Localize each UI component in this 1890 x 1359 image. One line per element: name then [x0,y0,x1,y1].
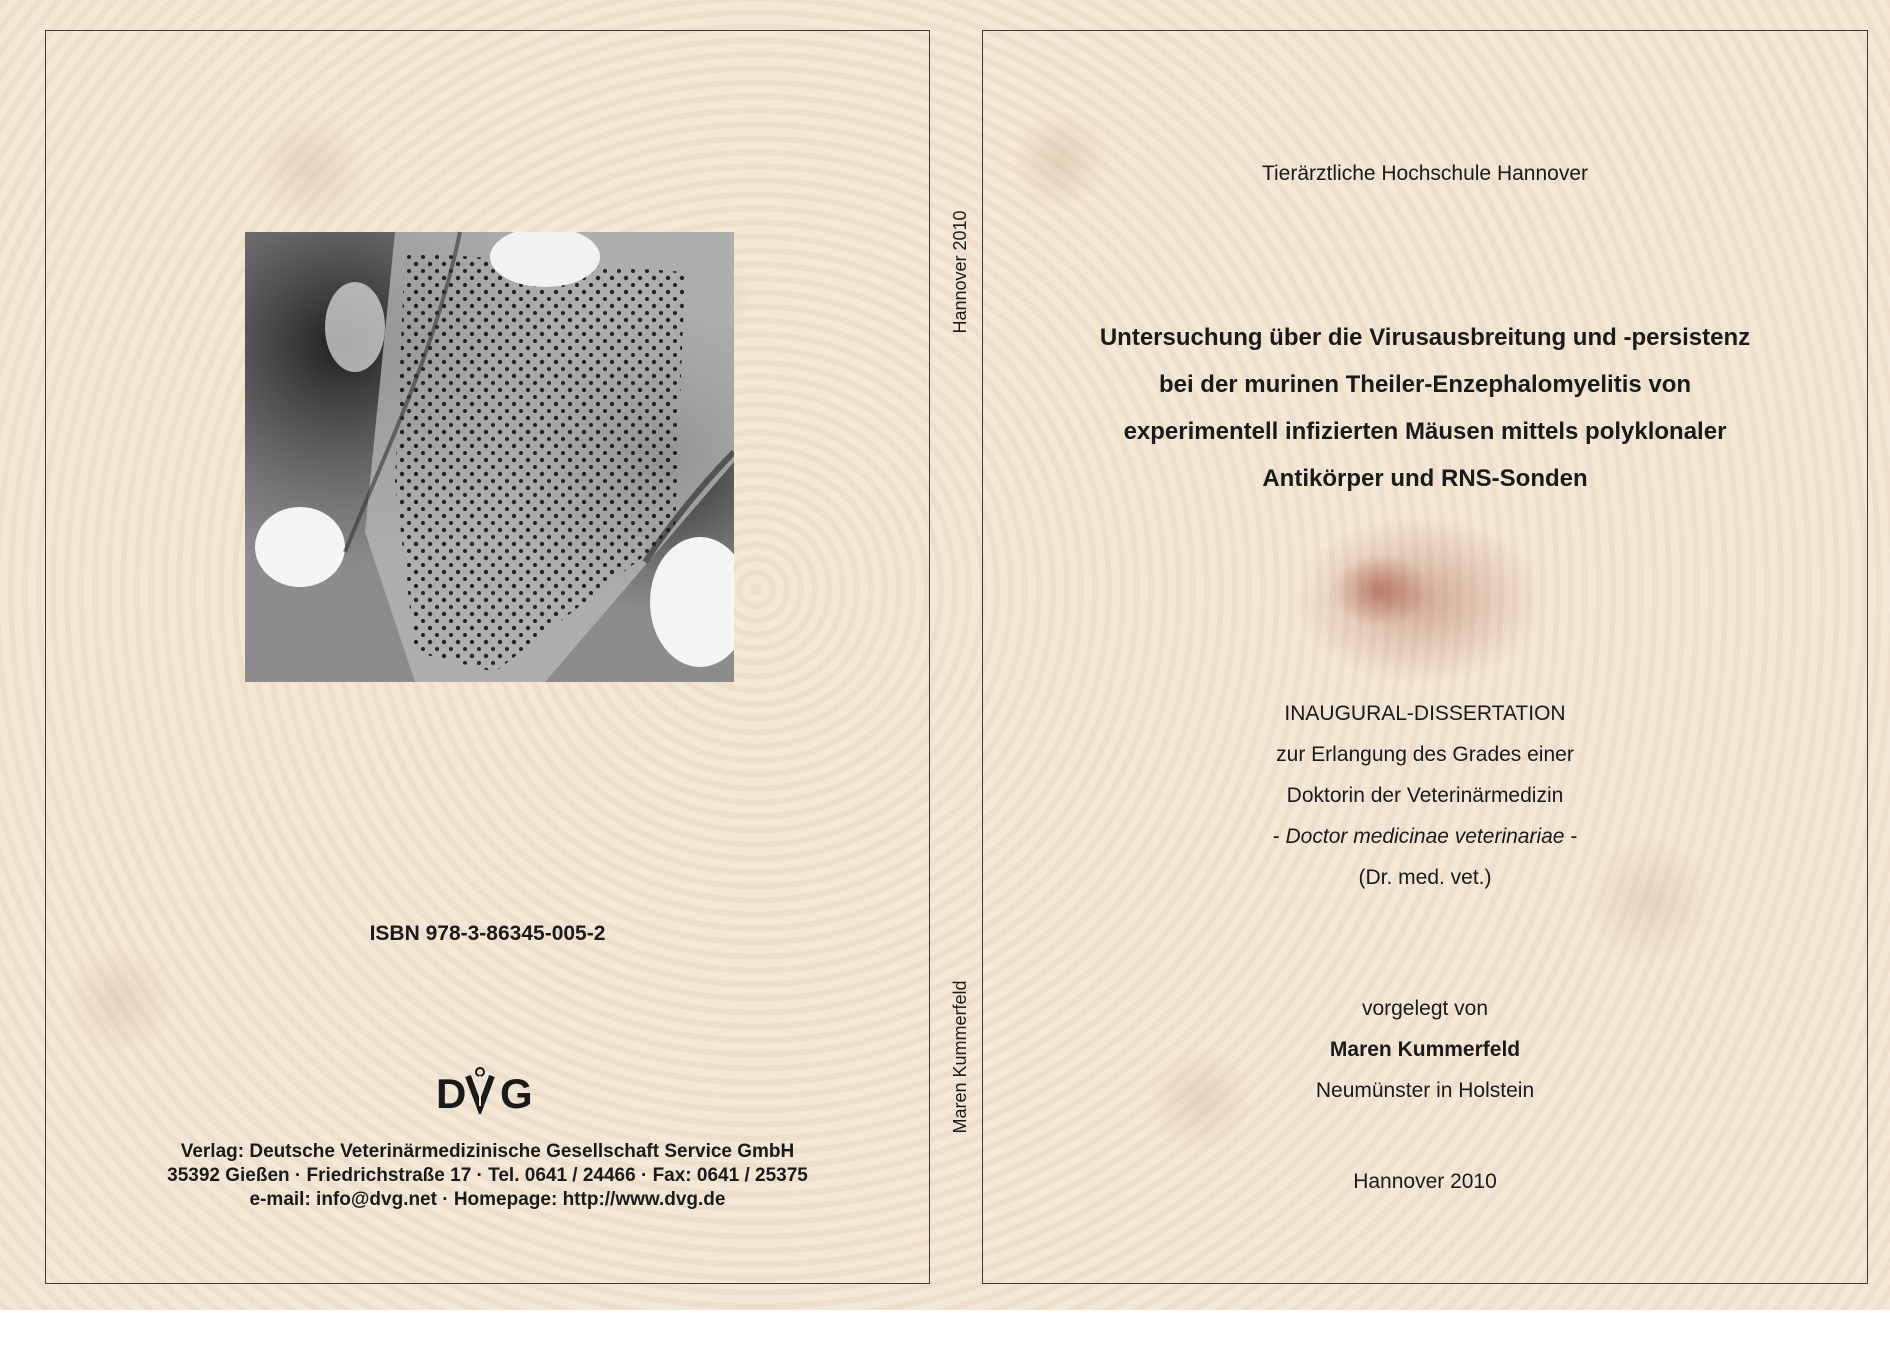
svg-text:D: D [436,1070,467,1114]
publisher-info [45,1140,930,1212]
spine-place-year: Hannover 2010 [950,210,970,334]
dash: - [1272,825,1286,848]
author-origin: Neumünster in Holstein [1315,1079,1535,1102]
dissertation-title [982,314,1868,502]
place-year: Hannover 2010 [1353,1170,1497,1193]
degree-abbreviation: (Dr. med. vet.) [1358,866,1492,889]
degree-statement [982,693,1868,898]
latin-degree-line [982,816,1868,857]
author-name: Maren Kummerfeld [1329,1038,1521,1061]
dissertation-type: INAUGURAL-DISSERTATION [1284,702,1566,725]
title-line: Untersuchung über die Virusausbreitung und -persistenz [1099,324,1751,351]
svg-text:G: G [500,1070,533,1114]
publisher-contact-line: e-mail: info@dvg.net · Homepage: http://www.dvg.de [249,1189,726,1210]
isbn-number: ISBN 978-3-86345-005-2 [369,922,606,945]
degree-line: Doktorin der Veterinärmedizin [1286,784,1564,807]
presented-by: vorgelegt von [1361,997,1489,1020]
title-line: Antikörper und RNS-Sonden [1262,465,1588,492]
electron-micrograph-image [245,232,734,682]
degree-line: zur Erlangung des Grades einer [1276,743,1574,766]
spine-author: Maren Kummerfeld [950,980,970,1134]
university-name: Tierärztliche Hochschule Hannover [1261,162,1589,185]
dash: - [1564,825,1578,848]
title-line: bei der murinen Theiler-Enzephalomyelitis von [1158,371,1692,398]
publisher-line: Verlag: Deutsche Veterinärmedizinische Gesellschaft Service GmbH [180,1141,795,1162]
dvg-logo [436,1066,536,1114]
publisher-address-line: 35392 Gießen · Friedrichstraße 17 · Tel. 0641 / 24466 · Fax: 0641 / 25375 [167,1165,808,1186]
author-block [982,988,1868,1111]
latin-degree: Doctor medicinae veterinariae [1285,825,1565,848]
title-line: experimentell infizierten Mäusen mittels polyklonaler [1123,418,1727,445]
